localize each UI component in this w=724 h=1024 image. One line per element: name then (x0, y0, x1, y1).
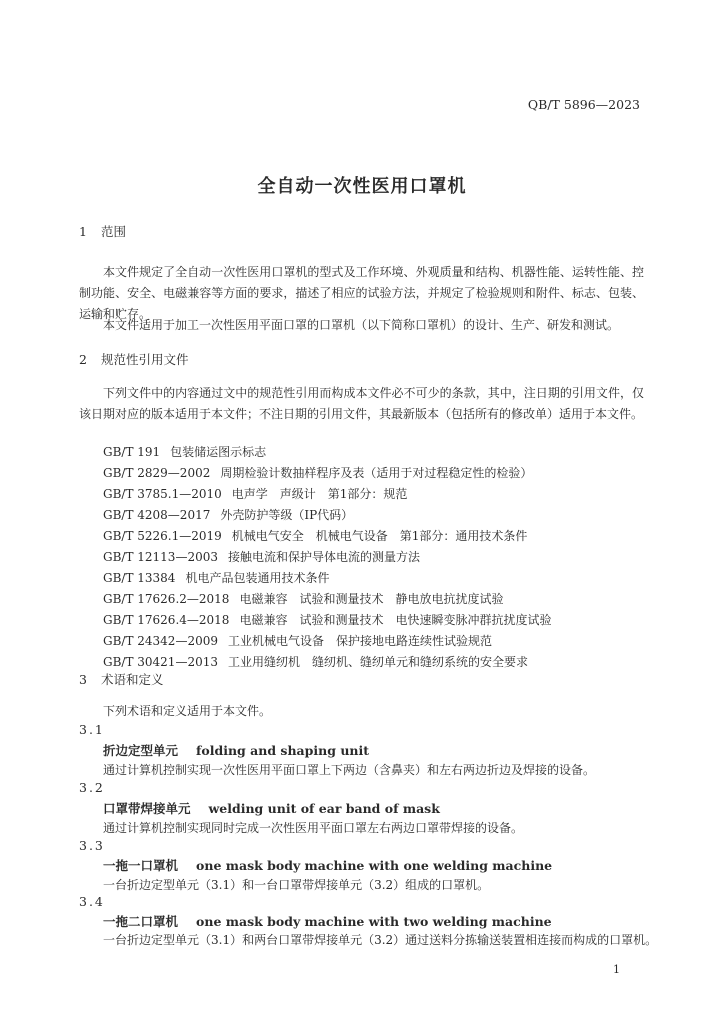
reference-item (103, 548, 420, 565)
term-en: one mask body machine with one welding machine (196, 858, 553, 873)
document-title: 全自动一次性医用口罩机 (257, 176, 467, 197)
section-title: 规范性引用文件 (101, 352, 189, 367)
term-number: 3.2 (79, 780, 105, 795)
term-number: 3.4 (79, 894, 105, 909)
reference-code: GB/T 13384 (103, 571, 176, 585)
section-title: 术语和定义 (101, 672, 164, 687)
scope-paragraph-1: 本文件规定了全自动一次性医用口罩机的型式及工作环境、外观质量和结构、机器性能、运转性能、控制功能、安全、电磁兼容等方面的要求，描述了相应的试验方法，并规定了检验规则和附件、标志、包装、运输和贮存。 (79, 265, 644, 321)
reference-code: GB/T 4208—2017 (103, 508, 211, 522)
reference-item (103, 464, 532, 481)
term-zh: 口罩带焊接单元 (103, 801, 191, 816)
terms-intro: 下列术语和定义适用于本文件。 (103, 704, 272, 718)
reference-code: GB/T 30421—2013 (103, 655, 218, 669)
term-definition: 一台折边定型单元（3.1）和一台口罩带焊接单元（3.2）组成的口罩机。 (103, 878, 490, 892)
reference-item (103, 569, 329, 586)
section-1-heading (79, 222, 126, 240)
reference-code: GB/T 2829—2002 (103, 466, 211, 480)
reference-item (103, 506, 353, 523)
page-number: 1 (613, 963, 620, 976)
reference-item (103, 590, 503, 607)
term-zh: 折边定型单元 (103, 743, 179, 758)
reference-title: 工业用缝纫机 缝纫机、缝纫单元和缝纫系统的安全要求 (227, 655, 528, 669)
reference-code: GB/T 191 (103, 445, 161, 459)
reference-code: GB/T 17626.4—2018 (103, 613, 230, 627)
section-number: 2 (79, 352, 87, 367)
reference-code: GB/T 17626.2—2018 (103, 592, 230, 606)
section-title: 范围 (101, 224, 127, 239)
reference-title: 接触电流和保护导体电流的测量方法 (227, 550, 420, 564)
section-2-heading (79, 350, 189, 368)
term-heading (103, 799, 440, 817)
term-heading (103, 856, 552, 874)
reference-item (103, 443, 266, 460)
scope-paragraph-2: 本文件适用于加工一次性医用平面口罩的口罩机（以下简称口罩机）的设计、生产、研发和测试。 (103, 318, 620, 332)
term-heading (103, 912, 552, 930)
reference-title: 电声学 声级计 第1部分：规范 (231, 487, 408, 501)
term-zh: 一拖一口罩机 (103, 858, 179, 873)
term-number: 3.3 (79, 838, 105, 853)
term-en: welding unit of ear band of mask (208, 801, 440, 816)
reference-title: 工业机械电气设备 保护接地电路连续性试验规范 (227, 634, 492, 648)
section-3-heading (79, 670, 164, 688)
reference-item (103, 527, 527, 544)
term-zh: 一拖二口罩机 (103, 914, 179, 929)
reference-title: 包装储运图示标志 (170, 445, 267, 459)
reference-title: 外壳防护等级（IP代码） (220, 508, 354, 522)
reference-code: GB/T 24342—2009 (103, 634, 218, 648)
reference-title: 机电产品包装通用技术条件 (185, 571, 330, 585)
term-definition: 通过计算机控制实现一次性医用平面口罩上下两边（含鼻夹）和左右两边折边及焊接的设备。 (103, 763, 596, 777)
reference-item (103, 485, 407, 502)
reference-title: 电磁兼容 试验和测量技术 静电放电抗扰度试验 (239, 592, 504, 606)
reference-title: 周期检验计数抽样程序及表（适用于对过程稳定性的检验） (220, 466, 533, 480)
references-intro: 下列文件中的内容通过文中的规范性引用而构成本文件必不可少的条款，其中，注日期的引用文件，仅该日期对应的版本适用于本文件；不注日期的引用文件，其最新版本（包括所有的修改单）适用于本文件。 (79, 386, 644, 421)
reference-item (103, 611, 551, 628)
reference-title: 电磁兼容 试验和测量技术 电快速瞬变脉冲群抗扰度试验 (239, 613, 552, 627)
term-number: 3.1 (79, 722, 105, 737)
reference-code: GB/T 3785.1—2010 (103, 487, 222, 501)
reference-item (103, 653, 528, 670)
section-number: 1 (79, 224, 87, 239)
term-definition: 通过计算机控制实现同时完成一次性医用平面口罩左右两边口罩带焊接的设备。 (103, 821, 524, 835)
term-en: folding and shaping unit (196, 743, 370, 758)
section-number: 3 (79, 672, 87, 687)
reference-code: GB/T 12113—2003 (103, 550, 218, 564)
reference-title: 机械电气安全 机械电气设备 第1部分：通用技术条件 (231, 529, 528, 543)
term-definition: 一台折边定型单元（3.1）和两台口罩带焊接单元（3.2）通过送料分拣输送装置相连接而构成的口罩机。 (103, 933, 658, 947)
standard-code: QB/T 5896—2023 (527, 97, 640, 112)
term-en: one mask body machine with two welding machine (196, 914, 552, 929)
reference-code: GB/T 5226.1—2019 (103, 529, 222, 543)
reference-item (103, 632, 492, 649)
term-heading (103, 741, 369, 759)
